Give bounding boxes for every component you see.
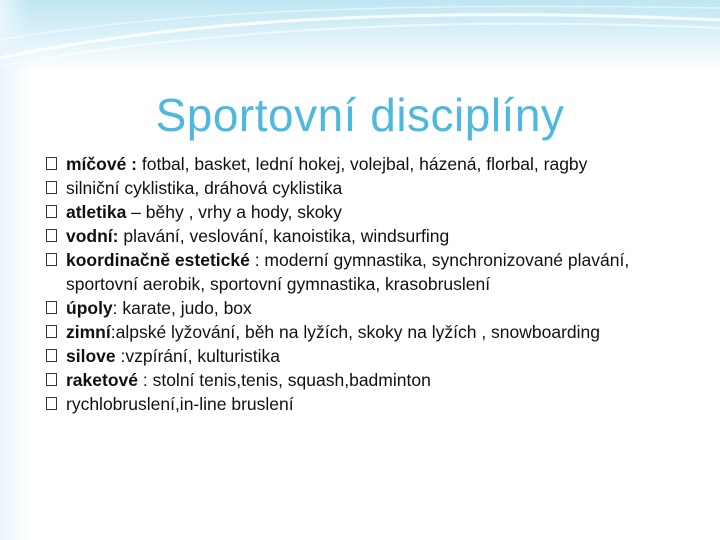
item-text: silniční cyklistika, dráhová cyklistika [66, 178, 343, 198]
item-term: atletika [66, 202, 127, 222]
discipline-list [46, 152, 706, 416]
item-term: koordinačně estetické [66, 250, 250, 270]
item-text: fotbal, basket, lední hokej, volejbal, házená, florbal, ragby [137, 154, 588, 174]
item-term: silove [66, 346, 116, 366]
list-item [46, 248, 706, 296]
list-item [46, 368, 706, 392]
checkbox-bullet-icon [46, 349, 57, 362]
list-item [46, 320, 706, 344]
list-item [46, 392, 706, 416]
item-term: míčové : [66, 154, 137, 174]
item-term: raketové [66, 370, 138, 390]
checkbox-bullet-icon [46, 325, 57, 338]
item-text: : moderní gymnastika, synchronizované plavání, sportovní aerobik, sportovní gymnastika, krasobruslení [66, 250, 630, 294]
item-text: :vzpírání, kulturistika [115, 346, 280, 366]
item-term: vodní: [66, 226, 119, 246]
item-term: úpoly [66, 298, 113, 318]
item-text: rychlobruslení,in-line bruslení [66, 394, 294, 414]
item-text: : stolní tenis,tenis, squash,badminton [138, 370, 431, 390]
checkbox-bullet-icon [46, 397, 57, 410]
item-text: :alpské lyžování, běh na lyžích, skoky na lyžích , snowboarding [110, 322, 601, 342]
list-item [46, 296, 706, 320]
item-text: – běhy , vrhy a hody, skoky [126, 202, 342, 222]
list-item [46, 224, 706, 248]
slide-title: Sportovní disciplíny [155, 89, 565, 141]
left-fade-decoration [0, 0, 30, 540]
item-text: plavání, veslování, kanoistika, windsurfing [118, 226, 450, 246]
list-item [46, 152, 706, 176]
list-item [46, 176, 706, 200]
checkbox-bullet-icon [46, 181, 57, 194]
list-item [46, 200, 706, 224]
list-item [46, 344, 706, 368]
checkbox-bullet-icon [46, 373, 57, 386]
swoosh-decoration [0, 0, 720, 80]
checkbox-bullet-icon [46, 301, 57, 314]
checkbox-bullet-icon [46, 229, 57, 242]
checkbox-bullet-icon [46, 205, 57, 218]
checkbox-bullet-icon [46, 157, 57, 170]
item-text: : karate, judo, box [112, 298, 252, 318]
checkbox-bullet-icon [46, 253, 57, 266]
item-term: zimní [66, 322, 111, 342]
